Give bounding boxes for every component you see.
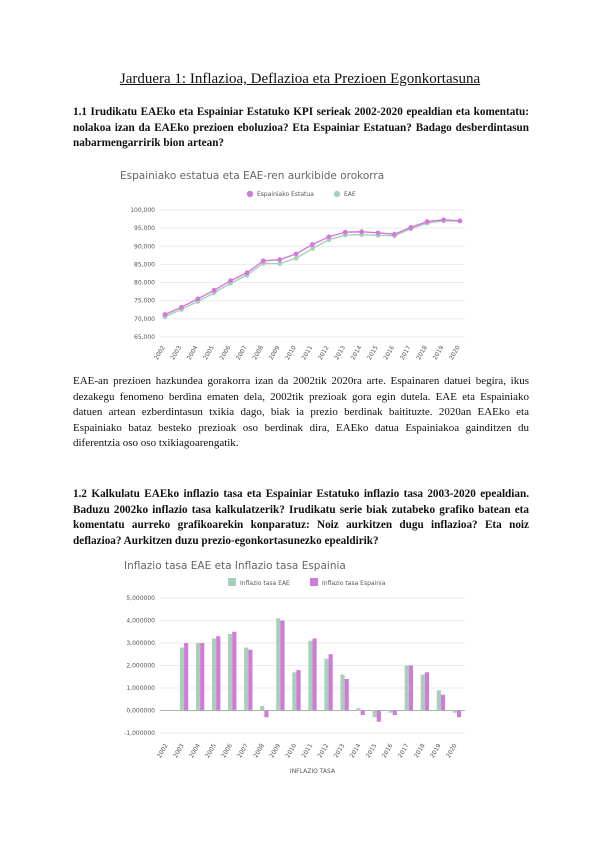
- data-point: [310, 242, 315, 247]
- x-tick-label: 2018: [412, 742, 427, 760]
- bar: [276, 618, 280, 710]
- data-point: [277, 257, 282, 262]
- bar: [373, 711, 377, 718]
- x-tick-label: 2010: [284, 742, 299, 760]
- legend-marker-1: [310, 578, 318, 586]
- data-point: [458, 218, 463, 223]
- x-tick-label: 2015: [364, 742, 379, 760]
- bar: [361, 711, 365, 716]
- legend-label-0: Espainiako Estatua: [257, 191, 314, 198]
- data-point: [294, 252, 299, 257]
- bar: [212, 639, 216, 711]
- x-tick-label: 2002: [156, 742, 170, 760]
- data-point: [376, 230, 381, 235]
- x-tick-label: 2018: [415, 344, 429, 362]
- bar: [441, 695, 445, 711]
- bar: [377, 711, 381, 722]
- bar: [421, 675, 425, 711]
- bar: [389, 711, 393, 713]
- data-point: [245, 270, 250, 275]
- x-tick-label: 2007: [234, 344, 249, 362]
- bar: [232, 632, 236, 711]
- x-tick-label: 2005: [204, 742, 218, 760]
- x-tick-label: 2008: [252, 742, 267, 760]
- y-tick-label: 0,000000: [126, 707, 155, 715]
- x-tick-label: 2010: [284, 344, 298, 362]
- bar: [244, 648, 248, 711]
- data-point: [425, 219, 430, 224]
- x-tick-label: 2007: [236, 742, 251, 760]
- x-tick-label: 2017: [398, 344, 413, 362]
- bar: [196, 643, 200, 711]
- x-tick-label: 2020: [448, 344, 462, 362]
- legend-marker-0: [247, 191, 253, 197]
- bar: [260, 706, 264, 711]
- bar: [345, 679, 349, 711]
- bar: [425, 672, 429, 710]
- x-tick-label: 2015: [366, 344, 380, 362]
- data-point: [179, 305, 184, 310]
- data-point: [212, 288, 217, 293]
- x-tick-label: 2014: [348, 742, 363, 760]
- data-point: [163, 312, 168, 317]
- x-tick-label: 2003: [169, 344, 184, 362]
- bar: [296, 670, 300, 711]
- x-tick-label: 2011: [300, 742, 315, 760]
- y-tick-label: 2,000000: [126, 662, 155, 670]
- inflation-bar-chart: [110, 555, 490, 775]
- x-tick-label: 2019: [428, 742, 443, 760]
- x-tick-label: 2013: [333, 344, 348, 362]
- y-tick-label: 85,000: [134, 261, 155, 269]
- x-tick-label: 2016: [382, 344, 397, 362]
- legend-marker-0: [228, 578, 236, 586]
- bar: [324, 659, 328, 711]
- cpi-line-chart: [110, 165, 490, 365]
- bar: [308, 641, 312, 711]
- data-point: [261, 258, 266, 263]
- y-tick-label: 65,000: [134, 334, 155, 341]
- legend-label-1: EAE: [344, 191, 356, 198]
- bar: [200, 643, 204, 711]
- data-point: [228, 278, 233, 283]
- x-tick-label: 2006: [220, 742, 234, 760]
- y-tick-label: -1,000000: [124, 730, 155, 737]
- x-tick-label: 2020: [445, 742, 459, 760]
- bar: [313, 639, 317, 711]
- y-tick-label: 5,000000: [126, 595, 155, 602]
- data-point: [294, 256, 299, 261]
- y-tick-label: 100,000: [130, 207, 155, 214]
- x-tick-label: 2016: [380, 742, 395, 760]
- x-tick-label: 2017: [396, 742, 411, 760]
- bar: [405, 666, 409, 711]
- question-1-2: 1.2 Kalkulatu EAEko inflazio tasa eta Espainiar Estatuko inflazio tasa 2003-2020 epealdian. Baduzu 2002ko inflazio tasa kalkulatzerik? Irudikatu serie biak zutabeko grafiko batean eta komentatu aurreko grafikoarekin konparatuz: Noiz aurkitzen dugu inflazioa? Eta noiz deflazioa? Aurkitzen duzu prezio-egonkortasunezko epealdirik?: [73, 488, 529, 547]
- data-point: [359, 229, 364, 234]
- data-point: [326, 234, 331, 239]
- series-line-1: [165, 221, 460, 317]
- x-tick-label: 2019: [431, 344, 446, 362]
- bar: [280, 621, 284, 711]
- answer-1-1: EAE-an prezioen hazkundea gorakorra izan da 2002tik 2020ra arte. Espainaren datuei begira, ikus dezakegu fenomeno berdina ematen dela, 2002tik prezioak gora egin dutela. EAE eta Espainiako datuen artean ezberdintasun txikia dago, biak ia prezio berdinak baitituzte. 2020an EAEko eta Espainiako bataz besteko prezioak oso berdinak dira, EAEko datua Espainiakoa gainditzen du diferentzia oso oso txikiagoarengatik.: [73, 375, 529, 449]
- series-line-0: [165, 220, 460, 315]
- legend-marker-1: [334, 191, 340, 197]
- bar: [184, 643, 188, 711]
- data-point: [408, 225, 413, 230]
- bar: [457, 711, 461, 718]
- x-tick-label: 2004: [188, 742, 202, 760]
- y-tick-label: 3,000000: [126, 640, 155, 647]
- chart-title: Inflazio tasa EAE eta Inflazio tasa Espainia: [124, 560, 346, 572]
- bar: [453, 711, 457, 713]
- x-tick-label: 2005: [202, 344, 216, 362]
- x-tick-label: 2014: [349, 344, 364, 362]
- x-tick-label: 2009: [267, 344, 282, 362]
- y-tick-label: 95,000: [134, 225, 155, 233]
- chart-title: Espainiako estatua eta EAE-ren aurkibide orokorra: [120, 170, 385, 182]
- bar: [292, 672, 296, 710]
- bar: [437, 690, 441, 710]
- x-tick-label: 2006: [218, 344, 233, 362]
- bar: [409, 666, 413, 711]
- x-tick-label: 2012: [316, 344, 331, 362]
- bar: [248, 650, 252, 711]
- data-point: [392, 232, 397, 237]
- y-tick-label: 75,000: [134, 297, 155, 305]
- data-point: [441, 217, 446, 222]
- data-point: [195, 297, 200, 302]
- bar: [393, 711, 397, 716]
- y-tick-label: 4,000000: [126, 617, 155, 625]
- x-tick-label: 2013: [332, 742, 347, 760]
- x-tick-label: 2012: [316, 742, 331, 760]
- question-1-1: 1.1 Irudikatu EAEko eta Espainiar Estatuko KPI serieak 2002-2020 epealdian eta komentatu: nolakoa izan da EAEko prezioen eboluzioa? Eta Espainiar Estatuan? Badago desberdintasun nabarmengarririk bion artean?: [73, 106, 529, 149]
- legend-label-0: Inflazio tasa EAE: [240, 580, 290, 587]
- x-tick-label: 2008: [251, 344, 266, 362]
- x-tick-label: 2003: [172, 742, 186, 760]
- bar: [264, 711, 268, 718]
- x-axis-label: INFLAZIO TASA: [289, 768, 336, 775]
- page-title: Jarduera 1: Inflazioa, Deflazioa eta Prezioen Egonkortasuna: [119, 71, 481, 87]
- bar: [180, 648, 184, 711]
- y-tick-label: 80,000: [134, 279, 155, 287]
- x-tick-label: 2011: [300, 344, 315, 362]
- bar: [228, 634, 232, 711]
- legend-label-1: Inflazio tasa Espainia: [322, 580, 386, 587]
- bar: [216, 636, 220, 710]
- bar: [356, 708, 360, 710]
- y-tick-label: 1,000000: [126, 685, 155, 692]
- bar: [329, 654, 333, 710]
- x-tick-label: 2002: [153, 344, 167, 362]
- y-tick-label: 90,000: [134, 243, 155, 251]
- x-tick-label: 2009: [268, 742, 283, 760]
- x-tick-label: 2004: [185, 344, 200, 362]
- y-tick-label: 70,000: [134, 315, 155, 323]
- data-point: [343, 230, 348, 235]
- bar: [340, 675, 344, 711]
